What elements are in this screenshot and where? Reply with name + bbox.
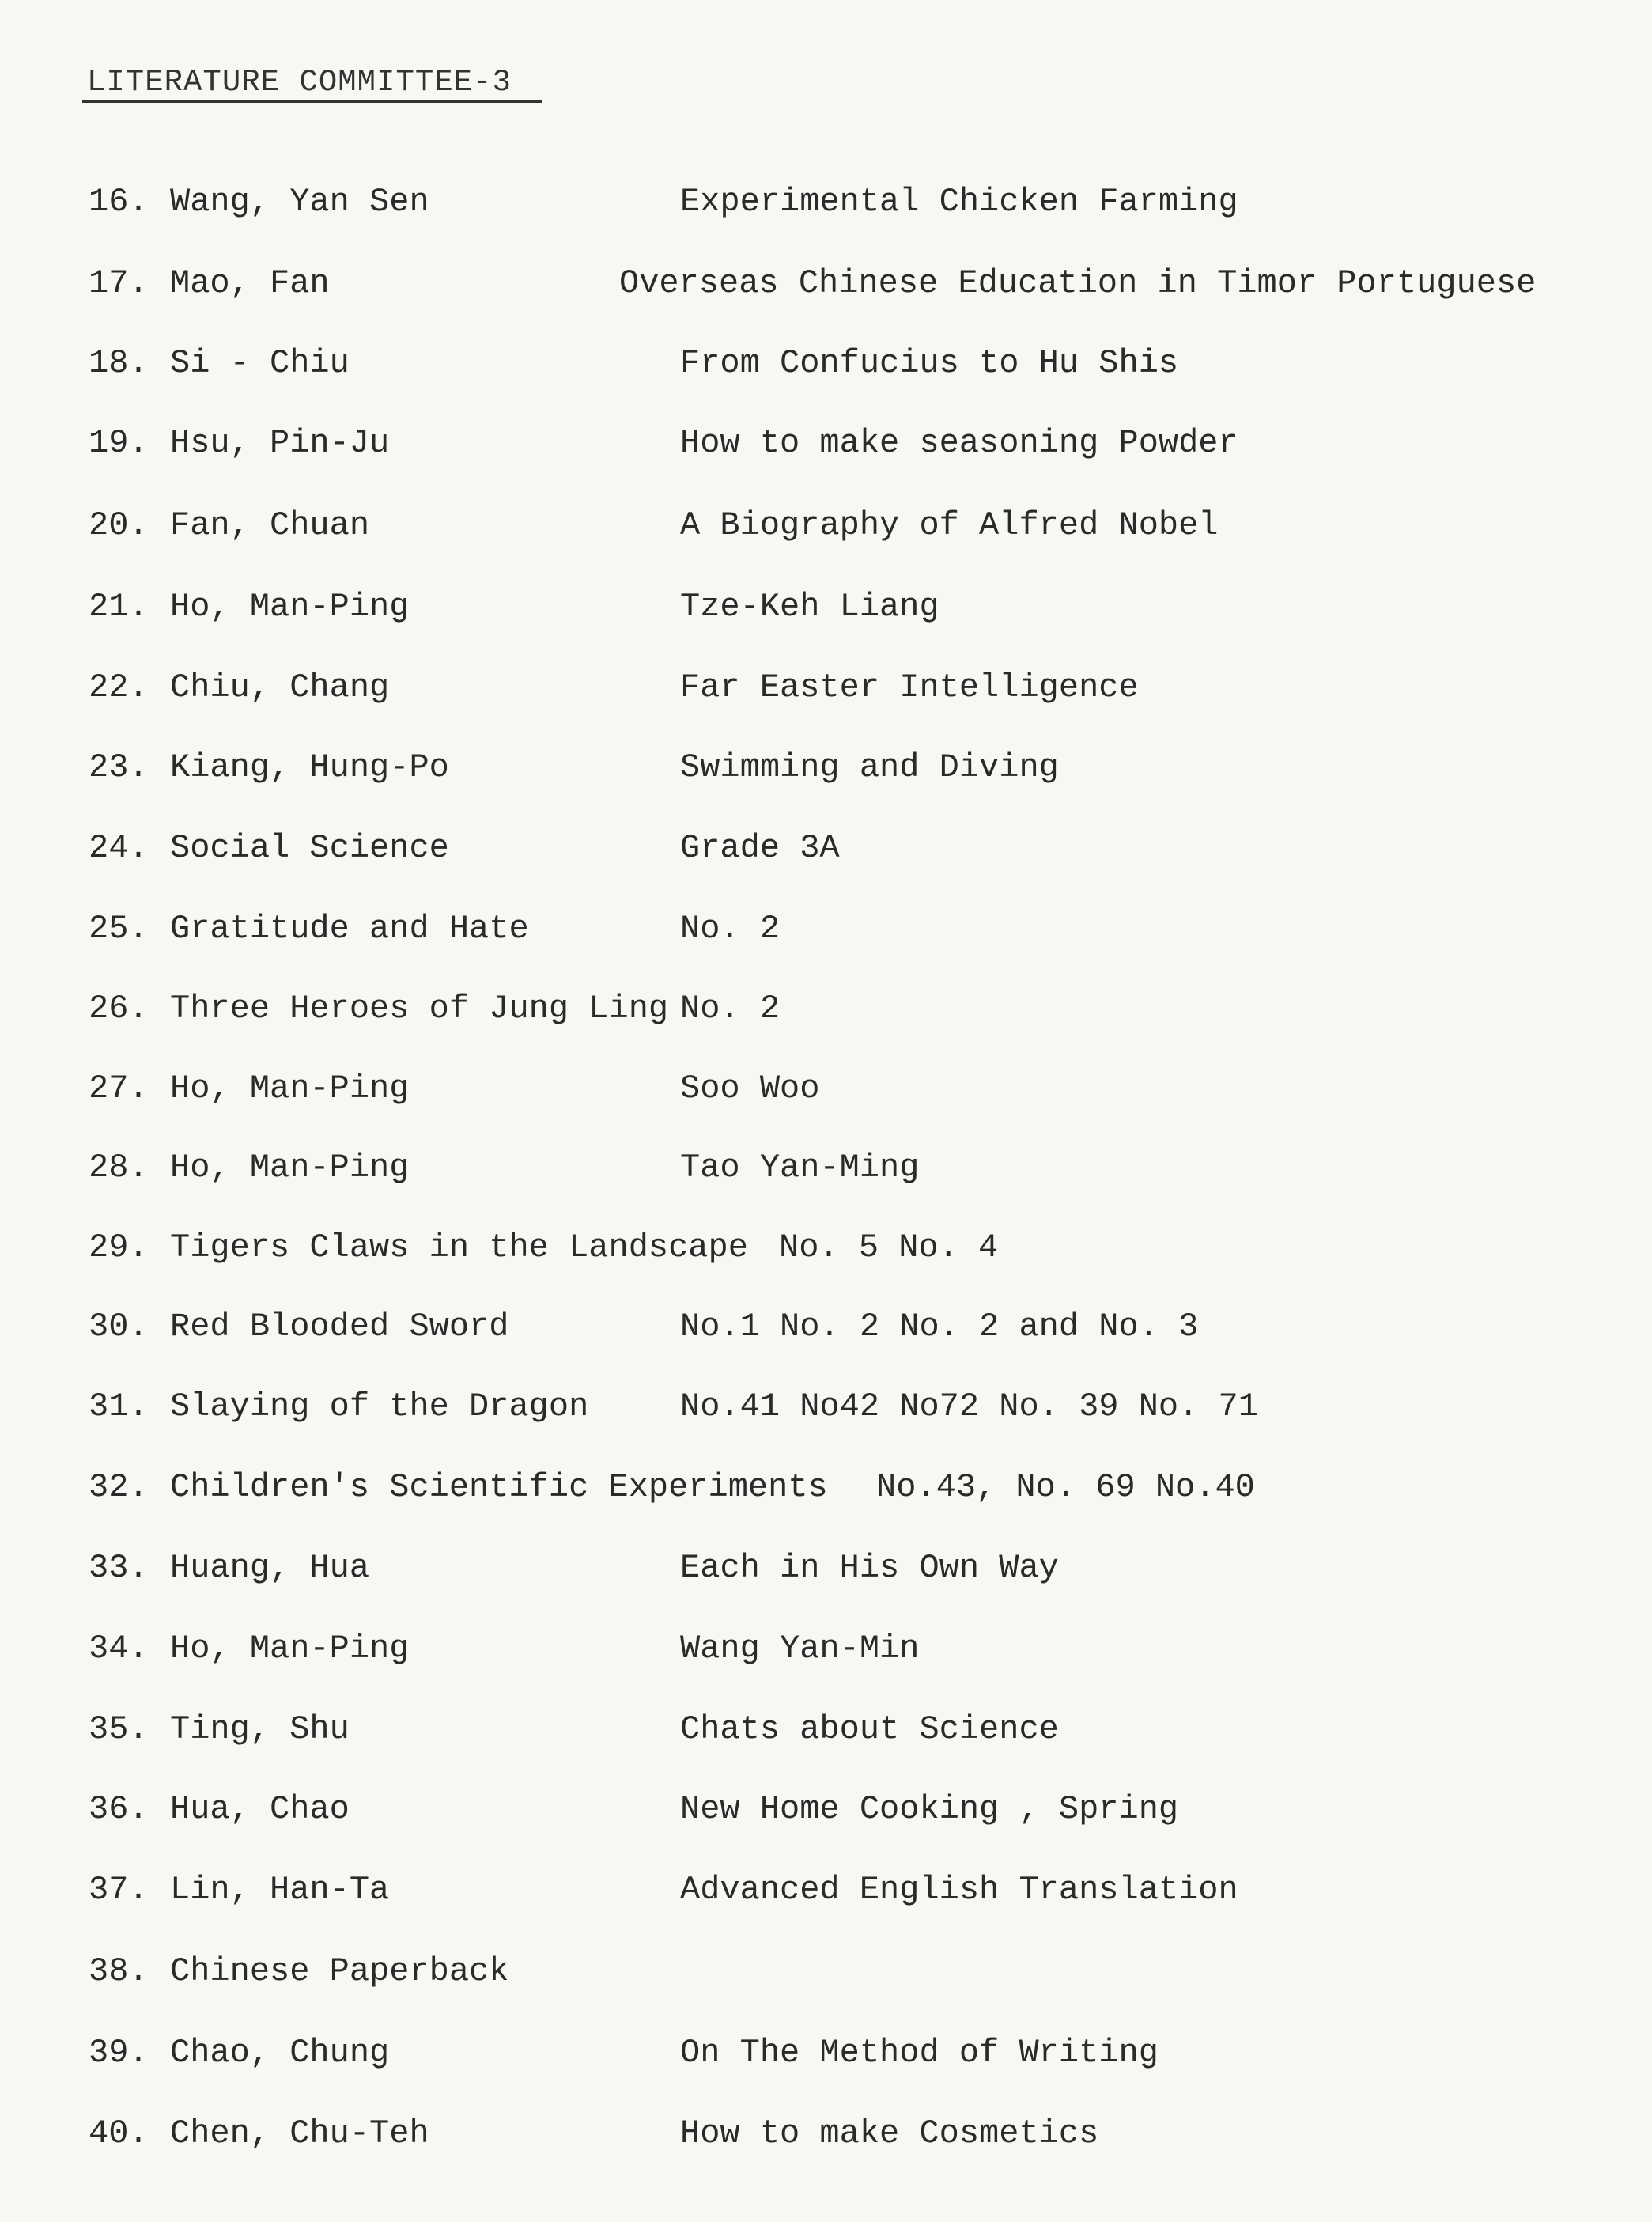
list-item [0, 1790, 1652, 1838]
item-author: Gratitude and Hate [170, 910, 529, 948]
item-number: 31. [89, 1387, 149, 1425]
item-title: Chats about Science [680, 1710, 1059, 1748]
item-title: No. 5 No. 4 [779, 1228, 999, 1266]
heading-underline [82, 100, 542, 103]
list-item [0, 1149, 1652, 1196]
item-author: Kiang, Hung-Po [170, 748, 449, 786]
item-title: No.41 No42 No72 No. 39 No. 71 [680, 1387, 1258, 1425]
item-author: Ho, Man-Ping [170, 588, 410, 626]
item-author: Mao, Fan [170, 264, 330, 302]
list-item [0, 1952, 1652, 2000]
item-author: Ting, Shu [170, 1710, 350, 1748]
item-title: Tao Yan-Ming [680, 1149, 920, 1187]
list-item [0, 2034, 1652, 2081]
item-author: Wang, Yan Sen [170, 183, 429, 221]
item-author: Children's Scientific Experiments [170, 1468, 828, 1506]
item-number: 16. [89, 183, 149, 221]
item-title: Each in His Own Way [680, 1549, 1059, 1587]
item-number: 29. [89, 1228, 149, 1266]
item-number: 19. [89, 424, 149, 462]
list-item [0, 1069, 1652, 1117]
item-author: Ho, Man-Ping [170, 1149, 410, 1187]
item-author: Ho, Man-Ping [170, 1630, 410, 1667]
item-title: A Biography of Alfred Nobel [680, 506, 1219, 544]
item-author: Hsu, Pin-Ju [170, 424, 390, 462]
list-item [0, 990, 1652, 1037]
item-author: Huang, Hua [170, 1549, 370, 1587]
item-title: From Confucius to Hu Shis [680, 344, 1179, 382]
item-title: On The Method of Writing [680, 2034, 1159, 2072]
item-author: Chao, Chung [170, 2034, 390, 2072]
list-item [0, 183, 1652, 230]
item-number: 32. [89, 1468, 149, 1506]
list-item [0, 1308, 1652, 1355]
item-number: 33. [89, 1549, 149, 1587]
item-title: Grade 3A [680, 829, 840, 867]
item-author: Fan, Chuan [170, 506, 370, 544]
item-number: 39. [89, 2034, 149, 2072]
list-item [0, 264, 1652, 312]
item-title: Far Easter Intelligence [680, 668, 1139, 706]
item-number: 35. [89, 1710, 149, 1748]
item-number: 18. [89, 344, 149, 382]
item-number: 23. [89, 748, 149, 786]
item-number: 36. [89, 1790, 149, 1828]
list-item [0, 1630, 1652, 1677]
item-number: 34. [89, 1630, 149, 1667]
item-author: Red Blooded Sword [170, 1308, 509, 1346]
list-item [0, 588, 1652, 635]
item-title: Wang Yan-Min [680, 1630, 920, 1667]
list-item [0, 1710, 1652, 1758]
item-number: 38. [89, 1952, 149, 1990]
item-number: 37. [89, 1871, 149, 1909]
item-number: 25. [89, 910, 149, 948]
item-number: 26. [89, 990, 149, 1028]
item-author: Slaying of the Dragon [170, 1387, 589, 1425]
item-title: No.1 No. 2 No. 2 and No. 3 [680, 1308, 1199, 1346]
item-author: Lin, Han-Ta [170, 1871, 390, 1909]
list-item [0, 910, 1652, 957]
item-author: Chen, Chu-Teh [170, 2114, 429, 2152]
list-item [0, 344, 1652, 392]
item-number: 40. [89, 2114, 149, 2152]
item-title: Advanced English Translation [680, 1871, 1238, 1909]
item-title: New Home Cooking , Spring [680, 1790, 1179, 1828]
item-title: No. 2 [680, 990, 781, 1028]
list-item [0, 1387, 1652, 1435]
item-title: Overseas Chinese Education in Timor Portuguese [619, 264, 1537, 302]
item-number: 22. [89, 668, 149, 706]
item-title: No.43, No. 69 No.40 [876, 1468, 1255, 1506]
item-number: 28. [89, 1149, 149, 1187]
item-number: 30. [89, 1308, 149, 1346]
item-author: Chiu, Chang [170, 668, 390, 706]
item-number: 17. [89, 264, 149, 302]
item-number: 24. [89, 829, 149, 867]
item-title: How to make Cosmetics [680, 2114, 1099, 2152]
item-title: No. 2 [680, 910, 781, 948]
list-item [0, 1549, 1652, 1596]
list-item [0, 1468, 1652, 1516]
item-author: Si - Chiu [170, 344, 350, 382]
item-title: Tze-Keh Liang [680, 588, 939, 626]
list-item [0, 829, 1652, 876]
item-number: 27. [89, 1069, 149, 1107]
item-author: Ho, Man-Ping [170, 1069, 410, 1107]
item-author: Hua, Chao [170, 1790, 350, 1828]
item-title: Swimming and Diving [680, 748, 1059, 786]
item-title: How to make seasoning Powder [680, 424, 1238, 462]
list-item [0, 424, 1652, 471]
item-number: 20. [89, 506, 149, 544]
item-title: Soo Woo [680, 1069, 820, 1107]
item-author: Social Science [170, 829, 449, 867]
list-item [0, 506, 1652, 554]
list-item [0, 748, 1652, 796]
list-item [0, 668, 1652, 716]
list-item [0, 1228, 1652, 1276]
item-author: Tigers Claws in the Landscape [170, 1228, 748, 1266]
item-author: Three Heroes of Jung Ling [170, 990, 669, 1028]
list-item [0, 2114, 1652, 2162]
list-item [0, 1871, 1652, 1918]
item-number: 21. [89, 588, 149, 626]
item-title: Experimental Chicken Farming [680, 183, 1238, 221]
page-heading: LITERATURE COMMITTEE-3 [87, 65, 512, 100]
item-author: Chinese Paperback [170, 1952, 509, 1990]
